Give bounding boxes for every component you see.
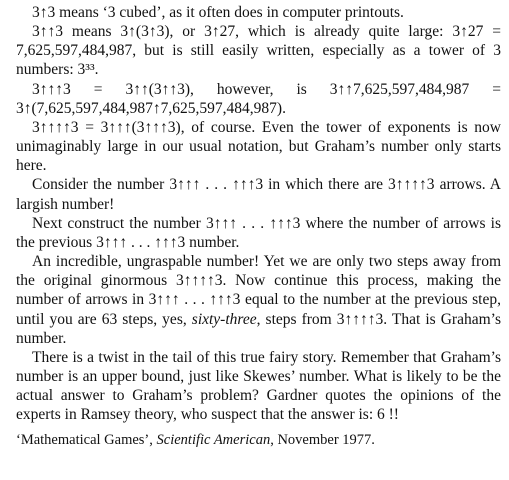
paragraph-grahams-number-text-start: An incredible, ungraspable number! Yet we are only two steps away from the original ginormous 3↑↑↑↑3. Now continue this process, making the number of arrows in 3↑↑↑ . . . ↑↑↑3 equal to the number at the previous step, until you are 63 steps, yes,	[16, 253, 501, 328]
citation-date: , November 1977.	[270, 432, 375, 449]
paragraph-next-construct: Next construct the number 3↑↑↑ . . . ↑↑↑3 where the number of arrows is the previous 3↑↑↑ . . . ↑↑↑3 number.	[16, 214, 501, 251]
paragraph-quadruple-arrow: 3↑↑↑↑3 = 3↑↑↑(3↑↑↑3), of course. Even the tower of exponents is now unimaginably large in our usual notation, but Graham’s number only starts here.	[16, 118, 501, 175]
sixty-three-emphasis: sixty-three	[191, 310, 257, 328]
paragraph-twist: There is a twist in the tail of this true fairy story. Remember that Graham’s number is an upper bound, just like Skewes’ number. What is likely to be the actual answer to Graham’s problem? Gardner quotes the opinions of the experts in Ramsey theory, who suspect that the answer is: 6 !!	[16, 348, 501, 424]
paragraph-cubed: 3↑3 means ‘3 cubed’, as it often does in computer printouts.	[32, 4, 404, 21]
paragraph-consider-number: Consider the number 3↑↑↑ . . . ↑↑↑3 in which there are 3↑↑↑↑3 arrows. A largish number!	[16, 176, 501, 213]
paragraph-grahams-number	[16, 252, 501, 348]
paragraph-triple-arrow: 3↑↑↑3 = 3↑↑(3↑↑3), however, is 3↑↑7,625,597,484,987 = 3↑(7,625,597,484,987↑7,625,597,484,987).	[16, 80, 501, 117]
paragraph-double-arrow: 3↑↑3 means 3↑(3↑3), or 3↑27, which is already quite large: 3↑27 = 7,625,597,484,987, but is still easily written, especially as a tower of 3 numbers: 3³³.	[16, 23, 501, 79]
paragraph-grahams-number-text-end: , steps from 3↑↑↑↑3. That is Graham’s number.	[16, 310, 501, 347]
citation-journal: Scientific American	[156, 432, 271, 449]
source-citation	[16, 431, 501, 450]
citation-column-title: ‘Mathematical Games’,	[16, 432, 153, 449]
